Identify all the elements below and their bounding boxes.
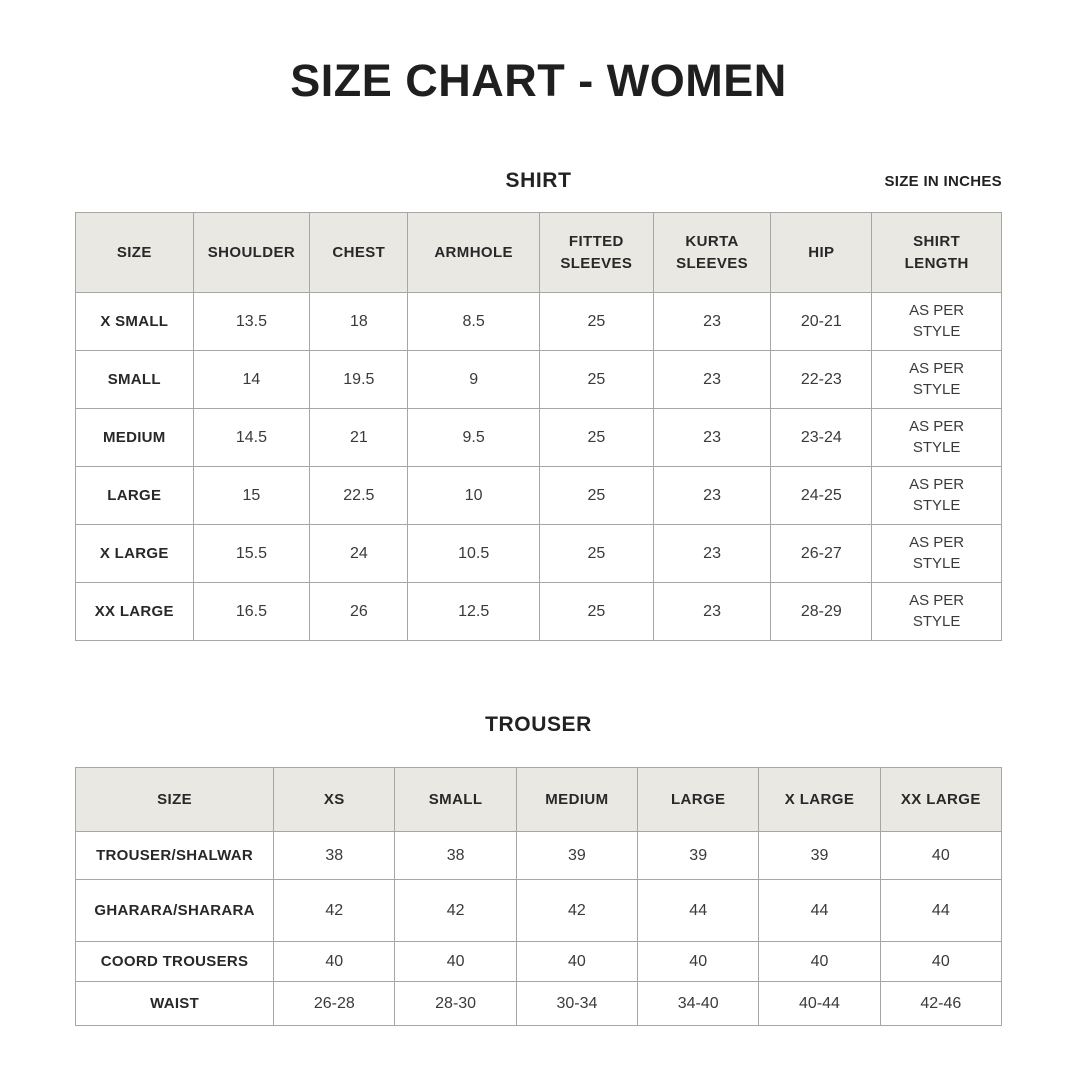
table-cell-text: AS PER STYLE	[909, 301, 965, 341]
row-label-text: X SMALL	[100, 313, 169, 330]
table-cell	[310, 409, 408, 467]
table-cell-text: 13.5	[235, 312, 267, 330]
table-row	[76, 409, 1002, 467]
row-label	[76, 409, 194, 467]
table-cell-text: 23	[703, 486, 721, 504]
table-cell	[653, 525, 771, 583]
row-label	[76, 525, 194, 583]
table-cell	[193, 583, 310, 641]
row-label	[76, 583, 194, 641]
table-cell-text: 23	[703, 428, 721, 446]
table-cell	[880, 880, 1001, 942]
table-cell	[539, 467, 653, 525]
row-label	[76, 351, 194, 409]
row-label-text: X LARGE	[99, 545, 169, 562]
row-label-text: COORD TROUSERS	[100, 953, 249, 970]
table-cell	[638, 982, 759, 1026]
table-cell	[516, 832, 637, 880]
table-cell-text: 14	[242, 370, 261, 388]
column-header	[310, 213, 408, 293]
column-header	[274, 768, 395, 832]
table-cell	[395, 942, 516, 982]
table-cell-text: 9.5	[462, 428, 485, 446]
table-cell	[193, 351, 310, 409]
table-cell-text: 24	[349, 544, 368, 562]
table-cell	[310, 583, 408, 641]
table-cell	[408, 467, 539, 525]
table-cell	[310, 293, 408, 351]
table-cell-text: 25	[587, 544, 606, 562]
column-header	[76, 768, 274, 832]
trouser-section-header	[75, 713, 1002, 737]
table-cell	[638, 880, 759, 942]
table-row	[76, 880, 1002, 942]
table-cell-text: 23	[703, 602, 721, 620]
trouser-table-body	[76, 832, 1002, 1026]
row-label-text: WAIST	[150, 995, 200, 1012]
table-cell	[274, 982, 395, 1026]
column-header-text: SHOULDER	[207, 243, 296, 261]
table-cell-text: 21	[349, 428, 368, 446]
table-cell	[872, 409, 1002, 467]
shirt-table-head	[76, 213, 1002, 293]
table-cell	[872, 525, 1002, 583]
table-cell	[759, 880, 880, 942]
column-header-text: MEDIUM	[545, 790, 609, 808]
column-header	[759, 768, 880, 832]
table-cell-text: 40	[689, 952, 708, 970]
trouser-table-head	[76, 768, 1002, 832]
table-cell-text: 20-21	[800, 312, 842, 330]
table-cell	[539, 583, 653, 641]
table-cell	[274, 880, 395, 942]
shirt-section-header	[75, 169, 1002, 193]
table-cell	[310, 467, 408, 525]
table-cell	[408, 293, 539, 351]
table-cell-text: 39	[810, 846, 829, 864]
row-label	[76, 942, 274, 982]
table-cell-text: 40	[325, 952, 344, 970]
shirt-section-title: SHIRT	[505, 169, 572, 192]
table-cell-text: 18	[349, 312, 368, 330]
table-cell	[395, 832, 516, 880]
column-header-text: SIZE	[116, 243, 152, 261]
table-cell-text: 8.5	[462, 312, 485, 330]
column-header-text: SMALL	[428, 790, 483, 808]
table-cell-text: 38	[446, 846, 465, 864]
table-cell	[193, 467, 310, 525]
table-cell	[310, 525, 408, 583]
table-cell	[408, 583, 539, 641]
table-cell	[516, 880, 637, 942]
table-cell	[759, 832, 880, 880]
table-cell	[395, 880, 516, 942]
column-header	[771, 213, 872, 293]
column-header-text: HIP	[808, 243, 835, 261]
column-header-text: XX LARGE	[900, 790, 981, 808]
row-label	[76, 467, 194, 525]
table-cell-text: 25	[587, 312, 606, 330]
page-title: SIZE CHART - WOMEN	[290, 55, 787, 106]
row-label-text: TROUSER/SHALWAR	[96, 847, 254, 864]
table-cell	[274, 942, 395, 982]
table-cell-text: 40-44	[799, 994, 840, 1012]
table-cell-text: 22.5	[343, 486, 375, 504]
table-cell	[771, 525, 872, 583]
table-cell-text: 38	[325, 846, 344, 864]
table-cell-text: 40	[931, 952, 950, 970]
table-cell	[653, 409, 771, 467]
table-cell	[274, 832, 395, 880]
table-cell	[771, 293, 872, 351]
table-cell	[395, 982, 516, 1026]
column-header-text: X LARGE	[784, 790, 855, 808]
column-header	[408, 213, 539, 293]
table-cell-text: 24-25	[800, 486, 842, 504]
table-cell-text: 25	[587, 486, 606, 504]
column-header	[539, 213, 653, 293]
table-cell	[653, 293, 771, 351]
table-cell	[539, 409, 653, 467]
row-label	[76, 880, 274, 942]
table-cell	[539, 525, 653, 583]
table-cell	[193, 525, 310, 583]
table-cell	[759, 942, 880, 982]
row-label-text: LARGE	[107, 487, 162, 504]
trouser-size-table	[75, 767, 1002, 1026]
table-cell-text: 26-27	[800, 544, 842, 562]
table-cell-text: 40	[568, 952, 586, 970]
table-cell-text: 23	[703, 370, 721, 388]
column-header-text: SIZE	[157, 790, 193, 808]
table-cell-text: 15	[242, 486, 261, 504]
header-row	[76, 213, 1002, 293]
column-header	[395, 768, 516, 832]
table-cell	[653, 467, 771, 525]
table-cell-text: AS PER STYLE	[909, 417, 965, 457]
table-cell-text: 19.5	[343, 370, 375, 388]
column-header	[872, 213, 1002, 293]
table-cell	[193, 409, 310, 467]
column-header-text: CHEST	[332, 243, 386, 261]
table-cell-text: 34-40	[677, 994, 719, 1012]
column-header-text: LARGE	[670, 790, 726, 808]
table-cell	[408, 351, 539, 409]
header-row	[76, 768, 1002, 832]
table-row	[76, 583, 1002, 641]
column-header-text: FITTED SLEEVES	[560, 232, 633, 272]
table-cell	[638, 832, 759, 880]
table-cell-text: 25	[587, 602, 606, 620]
table-cell	[872, 293, 1002, 351]
table-cell-text: 26	[349, 602, 368, 620]
column-header-text: SHIRT LENGTH	[904, 232, 969, 272]
table-cell-text: AS PER STYLE	[909, 359, 965, 399]
table-cell-text: 10	[464, 486, 483, 504]
table-cell	[771, 409, 872, 467]
table-cell-text: 28-30	[435, 994, 477, 1012]
table-cell-text: 40	[446, 952, 465, 970]
table-cell	[408, 525, 539, 583]
table-cell	[759, 982, 880, 1026]
table-cell	[310, 351, 408, 409]
table-cell-text: 16.5	[235, 602, 267, 620]
table-cell-text: 23-24	[800, 428, 842, 446]
table-cell	[872, 351, 1002, 409]
column-header-text: XS	[323, 790, 345, 808]
table-cell-text: 25	[587, 370, 606, 388]
table-cell-text: 10.5	[458, 544, 490, 562]
column-header-text: ARMHOLE	[434, 243, 513, 261]
column-header	[193, 213, 310, 293]
table-cell-text: 42	[568, 901, 586, 919]
table-row	[76, 942, 1002, 982]
table-cell	[771, 467, 872, 525]
table-cell-text: 28-29	[800, 602, 842, 620]
table-cell-text: 26-28	[313, 994, 355, 1012]
column-header-text: KURTA SLEEVES	[676, 232, 749, 272]
row-label-text: MEDIUM	[102, 429, 166, 446]
table-cell	[653, 583, 771, 641]
table-cell-text: 22-23	[800, 370, 842, 388]
table-cell	[771, 583, 872, 641]
row-label-text: SMALL	[107, 371, 161, 388]
table-cell	[539, 293, 653, 351]
table-cell-text: 40	[810, 952, 829, 970]
table-row	[76, 832, 1002, 880]
row-label-text: GHARARA/SHARARA	[94, 902, 255, 919]
table-cell-text: 30-34	[556, 994, 598, 1012]
table-cell-text: 14.5	[235, 428, 267, 446]
table-cell-text: 25	[587, 428, 606, 446]
row-label	[76, 982, 274, 1026]
unit-note: SIZE IN INCHES	[884, 173, 1002, 190]
table-cell	[880, 942, 1001, 982]
table-cell-text: 42	[446, 901, 465, 919]
table-cell-text: 44	[689, 901, 708, 919]
table-cell	[516, 942, 637, 982]
table-row	[76, 525, 1002, 583]
table-cell	[539, 351, 653, 409]
column-header	[653, 213, 771, 293]
table-cell-text: AS PER STYLE	[909, 533, 965, 573]
table-cell-text: 40	[931, 846, 950, 864]
trouser-section-title: TROUSER	[485, 713, 592, 736]
shirt-size-table	[75, 212, 1002, 641]
table-cell-text: 23	[703, 544, 721, 562]
shirt-table-body	[76, 293, 1002, 641]
table-cell-text: 15.5	[235, 544, 267, 562]
table-cell	[653, 351, 771, 409]
table-cell	[638, 942, 759, 982]
table-cell-text: 42	[325, 901, 344, 919]
row-label-text: XX LARGE	[94, 603, 174, 620]
table-cell	[872, 583, 1002, 641]
table-row	[76, 467, 1002, 525]
table-row	[76, 351, 1002, 409]
table-cell-text: 9	[469, 370, 479, 388]
row-label	[76, 832, 274, 880]
table-cell-text: 23	[703, 312, 721, 330]
column-header	[516, 768, 637, 832]
table-cell-text: AS PER STYLE	[909, 591, 965, 631]
table-row	[76, 982, 1002, 1026]
table-cell-text: 39	[568, 846, 586, 864]
table-row	[76, 293, 1002, 351]
table-cell	[516, 982, 637, 1026]
table-cell	[872, 467, 1002, 525]
column-header	[880, 768, 1001, 832]
row-label	[76, 293, 194, 351]
table-cell-text: 39	[689, 846, 708, 864]
column-header	[638, 768, 759, 832]
table-cell	[193, 293, 310, 351]
table-cell-text: 44	[931, 901, 950, 919]
table-cell	[880, 832, 1001, 880]
table-cell-text: AS PER STYLE	[909, 475, 965, 515]
table-cell	[771, 351, 872, 409]
table-cell	[880, 982, 1001, 1026]
table-cell-text: 44	[810, 901, 829, 919]
table-cell-text: 12.5	[458, 602, 490, 620]
table-cell-text: 42-46	[920, 994, 962, 1012]
column-header	[76, 213, 194, 293]
table-cell	[408, 409, 539, 467]
